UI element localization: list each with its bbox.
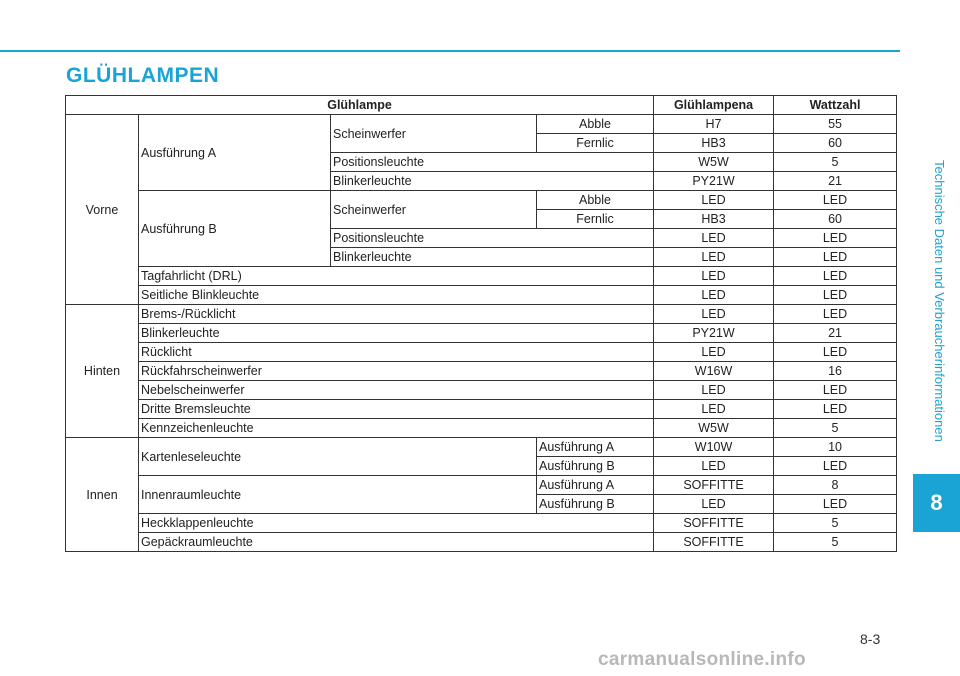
bulb-type: H7 <box>654 115 774 134</box>
table-header-row <box>66 96 897 115</box>
wattage: 16 <box>774 362 897 381</box>
group-rear: Hinten <box>66 305 139 438</box>
bulb-type: LED <box>654 267 774 286</box>
page-title: GLÜHLAMPEN <box>66 64 220 87</box>
wattage: LED <box>774 495 897 514</box>
bulb-type: LED <box>654 457 774 476</box>
group-front: Vorne <box>66 115 139 305</box>
table-row <box>66 305 897 324</box>
bulb-type: W10W <box>654 438 774 457</box>
variant-label: Ausführung A <box>537 438 654 457</box>
wattage: 21 <box>774 172 897 191</box>
variant-b: Ausführung B <box>139 191 331 267</box>
bulb-type: PY21W <box>654 324 774 343</box>
bulb-type: LED <box>654 191 774 210</box>
variant-label: Ausführung B <box>537 495 654 514</box>
variant-label: Ausführung B <box>537 457 654 476</box>
wattage: LED <box>774 381 897 400</box>
position-lamp-label: Positionsleuchte <box>331 229 654 248</box>
chapter-side-label: Technische Daten und Verbraucherinformationen <box>932 160 947 442</box>
turn-signal-label: Blinkerleuchte <box>331 172 654 191</box>
bulb-type: LED <box>654 248 774 267</box>
table-row <box>66 533 897 552</box>
bulb-type: LED <box>654 400 774 419</box>
bulb-type: PY21W <box>654 172 774 191</box>
low-beam-label: Abble <box>537 191 654 210</box>
wattage: 5 <box>774 153 897 172</box>
table-row <box>66 362 897 381</box>
bulb-type: W16W <box>654 362 774 381</box>
table-row <box>66 324 897 343</box>
variant-label: Ausführung A <box>537 476 654 495</box>
rear-lamp-label: Brems-/Rücklicht <box>139 305 654 324</box>
bulb-type: LED <box>654 381 774 400</box>
wattage: 5 <box>774 419 897 438</box>
table-row <box>66 400 897 419</box>
table-row <box>66 191 897 210</box>
bulb-type: HB3 <box>654 210 774 229</box>
wattage: LED <box>774 305 897 324</box>
bulb-type: LED <box>654 229 774 248</box>
luggage-lamp-label: Gepäckraumleuchte <box>139 533 654 552</box>
bulb-type: LED <box>654 305 774 324</box>
wattage: LED <box>774 191 897 210</box>
table-row <box>66 115 897 134</box>
rear-lamp-label: Dritte Bremsleuchte <box>139 400 654 419</box>
wattage: 5 <box>774 514 897 533</box>
bulb-type: SOFFITTE <box>654 533 774 552</box>
rear-lamp-label: Blinkerleuchte <box>139 324 654 343</box>
wattage: 8 <box>774 476 897 495</box>
header-bulb-type: Glühlampena <box>654 96 774 115</box>
table-row <box>66 514 897 533</box>
headlamp-label: Scheinwerfer <box>331 191 537 229</box>
table-row <box>66 267 897 286</box>
wattage: 60 <box>774 134 897 153</box>
wattage: LED <box>774 267 897 286</box>
chapter-badge: 8 <box>913 474 960 532</box>
page-number: 8-3 <box>860 631 881 647</box>
position-lamp-label: Positionsleuchte <box>331 153 654 172</box>
rear-lamp-label: Kennzeichenleuchte <box>139 419 654 438</box>
header-rule <box>0 50 900 52</box>
drl-label: Tagfahrlicht (DRL) <box>139 267 654 286</box>
rear-lamp-label: Rückfahrscheinwerfer <box>139 362 654 381</box>
rear-lamp-label: Nebelscheinwerfer <box>139 381 654 400</box>
wattage: 10 <box>774 438 897 457</box>
bulb-type: SOFFITTE <box>654 476 774 495</box>
wattage: 5 <box>774 533 897 552</box>
bulb-type: LED <box>654 495 774 514</box>
wattage: 21 <box>774 324 897 343</box>
wattage: 55 <box>774 115 897 134</box>
wattage: LED <box>774 343 897 362</box>
table-row <box>66 419 897 438</box>
group-interior: Innen <box>66 438 139 552</box>
bulb-table <box>65 95 897 552</box>
turn-signal-label: Blinkerleuchte <box>331 248 654 267</box>
bulb-type: HB3 <box>654 134 774 153</box>
wattage: LED <box>774 286 897 305</box>
headlamp-label: Scheinwerfer <box>331 115 537 153</box>
table-row <box>66 343 897 362</box>
header-bulb: Glühlampe <box>66 96 654 115</box>
watermark-text: carmanualsonline.info <box>598 649 806 670</box>
variant-a: Ausführung A <box>139 115 331 191</box>
wattage: LED <box>774 248 897 267</box>
high-beam-label: Fernlic <box>537 134 654 153</box>
table-row <box>66 438 897 457</box>
header-wattage: Wattzahl <box>774 96 897 115</box>
high-beam-label: Fernlic <box>537 210 654 229</box>
bulb-type: W5W <box>654 153 774 172</box>
table-row <box>66 476 897 495</box>
side-repeater-label: Seitliche Blinkleuchte <box>139 286 654 305</box>
map-lamp-label: Kartenleseleuchte <box>139 438 537 476</box>
room-lamp-label: Innenraumleuchte <box>139 476 537 514</box>
wattage: 60 <box>774 210 897 229</box>
wattage: LED <box>774 229 897 248</box>
bulb-type: W5W <box>654 419 774 438</box>
bulb-type: SOFFITTE <box>654 514 774 533</box>
bulb-type: LED <box>654 343 774 362</box>
wattage: LED <box>774 457 897 476</box>
wattage: LED <box>774 400 897 419</box>
low-beam-label: Abble <box>537 115 654 134</box>
table-row <box>66 286 897 305</box>
tailgate-lamp-label: Heckklappenleuchte <box>139 514 654 533</box>
bulb-type: LED <box>654 286 774 305</box>
table-row <box>66 381 897 400</box>
rear-lamp-label: Rücklicht <box>139 343 654 362</box>
